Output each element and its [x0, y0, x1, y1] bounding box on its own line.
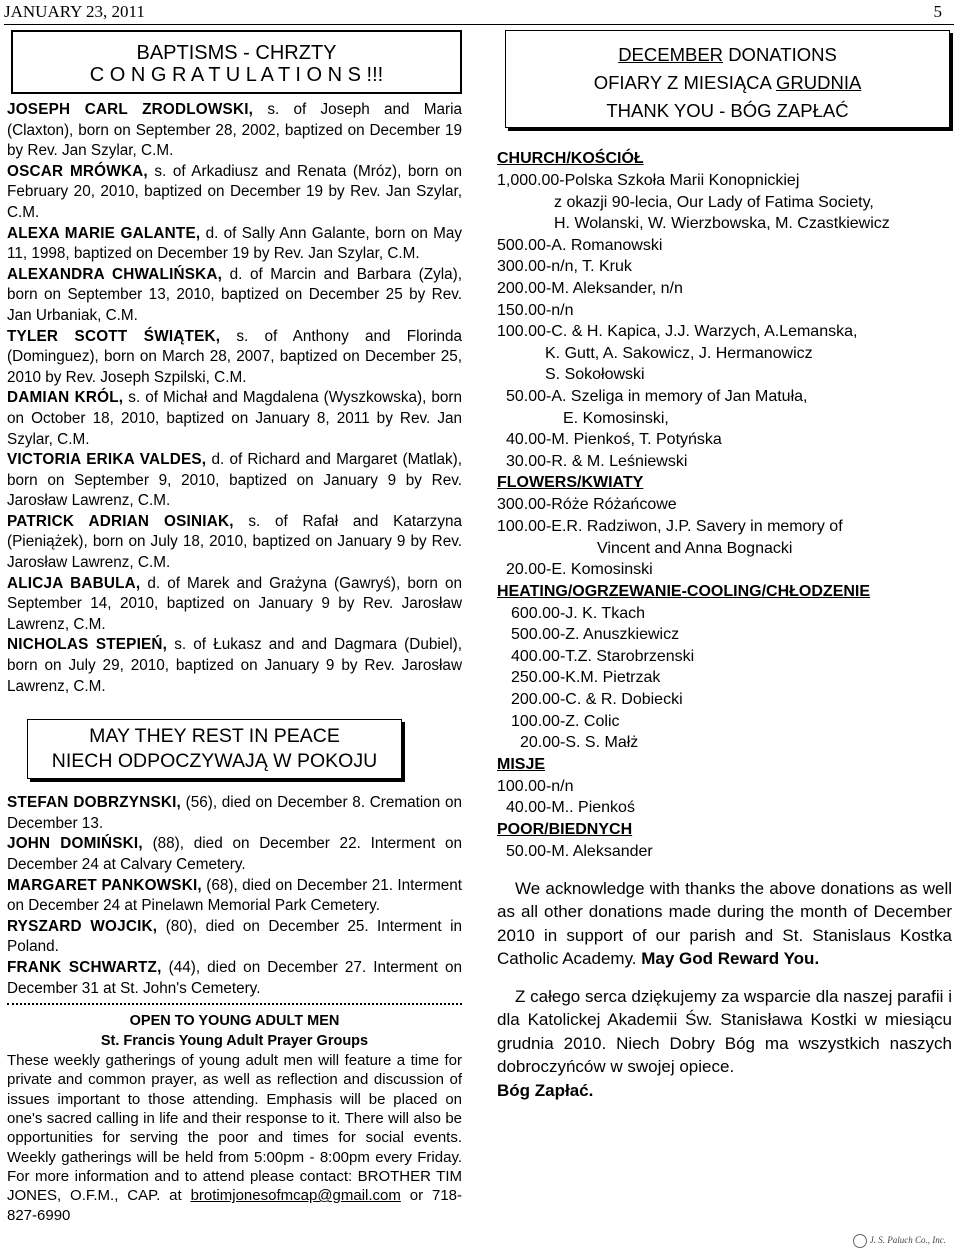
donation-line: 50.00-M. Aleksander [506, 843, 653, 861]
young-adult-heading [7, 1011, 462, 1051]
section-heating: HEATING/OGRZEWANIE-COOLING/CHŁODZENIE [497, 582, 871, 600]
donation-line: K. Gutt, A. Sakowicz, J. Hermanowicz [545, 344, 813, 362]
page-number: 5 [933, 2, 942, 21]
donation-line: 100.00-n/n [497, 777, 574, 795]
baptism-name: ALEXANDRA CHWALIŃSKA, [7, 265, 223, 283]
right-column [497, 30, 952, 1102]
baptism-list [7, 100, 462, 697]
contact-phone: 718-827-6990 [7, 1187, 463, 1224]
baptism-text: d. of Sally Ann Galante, born on May 11, 1998, baptized on December 19 by Rev. Jan Szylar, C.M. [7, 224, 463, 263]
page-header [4, 2, 954, 25]
donation-line: 30.00-R. & M. Leśniewski [506, 452, 688, 470]
baptism-name: PATRICK ADRIAN OSINIAK, [7, 512, 234, 530]
baptism-text: s. of Łukasz and and Dagmara (Dubiel), born on July 29, 2010, baptized on January 9 by Rev. Jarosław Lawrenz, C.M. [7, 636, 462, 695]
baptism-name: NICHOLAS STEPIEŃ, [7, 636, 168, 654]
donation-line: z okazji 90-lecia, Our Lady of Fatima Society, [554, 193, 874, 211]
donations-title-box [505, 30, 950, 128]
thanks-polish-text: Z całego serca dziękujemy za wsparcie dla naszej parafii i dla Katolickej Akademii Św. Stanisława Kostki w miesiącu grudnia 2010. Niech Dobry Bóg ma wszystkich naszych dobroczyńców w swojej opiece. [497, 986, 952, 1077]
baptism-entry [7, 450, 462, 512]
deceased-name: JOHN DOMIŃSKI, [7, 835, 143, 853]
donation-line: 100.00-E.R. Radziwon, J.P. Savery in memory of [497, 517, 843, 535]
donation-line: 20.00-E. Komosinski [506, 561, 653, 579]
baptisms-title: BAPTISMS - CHRZTY [136, 42, 337, 64]
donation-line: H. Wolanski, W. Wierzbowska, M. Czastkiewicz [554, 215, 890, 233]
baptism-entry [7, 635, 462, 697]
deaths-list [7, 793, 462, 999]
baptism-entry [7, 162, 462, 224]
rest-in-peace-title-box [27, 719, 402, 779]
baptisms-title-box [11, 30, 462, 94]
donation-line: 200.00-C. & R. Dobiecki [511, 691, 683, 709]
thanks-polish [497, 985, 952, 1079]
thanks-english-text: We acknowledge with thanks the above donations as well as all other donations made during the month of December 2010 in support of our parish and St. Stanislaus Kostka Catholic Academy. [497, 878, 952, 969]
baptism-text: s. of Joseph and Maria (Claxton), born on September 28, 2002, baptized on December 19 by Rev. Jan Szylar, C.M. [7, 101, 462, 160]
baptism-name: TYLER SCOTT ŚWIĄTEK, [7, 327, 221, 345]
left-column [7, 30, 462, 1225]
section-missions: MISJE [497, 755, 546, 773]
baptism-entry [7, 388, 462, 450]
donation-line: 150.00-n/n [497, 301, 574, 319]
thanks-polish-closing: Bóg Zapłać. [497, 1080, 594, 1100]
publisher-name: J. S. Paluch Co., Inc. [869, 1235, 946, 1246]
thank-you-line: THANK YOU - BÓG ZAPŁAĆ [606, 100, 849, 121]
donation-line: 300.00-Róże Różańcowe [497, 496, 677, 514]
donation-line: 500.00-Z. Anuszkiewicz [511, 626, 680, 644]
baptism-text: s. of Rafał and Katarzyna (Pieniążek), born on July 18, 2010, baptized on January 9 by Rev. Jarosław Lawrenz, C.M. [7, 512, 462, 572]
donation-line: 50.00-A. Szeliga in memory of Jan Matuła, [506, 387, 808, 405]
baptism-name: DAMIAN KRÓL, [7, 389, 124, 407]
issue-date: JANUARY 23, 2011 [4, 2, 145, 21]
rest-title: MAY THEY REST IN PEACE [89, 725, 340, 748]
baptism-entry [7, 574, 462, 636]
donation-line: Vincent and Anna Bognacki [597, 539, 793, 557]
baptism-text: s. of Michał and Magdalena (Wyszkowska), born on October 18, 2010, baptized on January 8, 2011 by Rev. Jan Szylar, C.M. [7, 389, 463, 448]
prayer-groups-title: St. Francis Young Adult Prayer Groups [100, 1033, 369, 1050]
donations-month: DECEMBER [618, 44, 724, 65]
baptism-text: d. of Richard and Margaret (Matlak), born on September 9, 2010, baptized on January 9 by Rev. Jarosław Lawrenz, C.M. [7, 451, 462, 510]
death-text: (44), died on December 27. Interment on December 31 at St. John's Cemetery. [7, 958, 462, 997]
baptism-entry [7, 265, 462, 327]
congratulations-title: C O N G R A T U L A T I O N S !!! [89, 64, 384, 86]
young-adult-or: or [409, 1187, 424, 1205]
donation-line: 1,000.00-Polska Szkoła Marii Konopnickiej [497, 172, 800, 189]
baptism-text: d. of Marek and Grażyna (Gawryś), born on September 14, 2010, baptized on January 9 by Rev. Jarosław Lawrenz, C.M. [7, 574, 462, 633]
publisher-badge [853, 1234, 946, 1248]
donation-line: 300.00-n/n, T. Kruk [497, 258, 632, 276]
donation-line: 400.00-T.Z. Starobrzenski [511, 647, 695, 665]
baptism-text: s. of Arkadiusz and Renata (Mróz), born on February 20, 2010, baptized on December 19 by Rev. Jan Szylar, C.M. [7, 162, 463, 221]
death-entry [7, 876, 462, 917]
donation-line: 600.00-J. K. Tkach [511, 604, 645, 622]
baptism-name: ALICJA BABULA, [7, 574, 141, 592]
deceased-name: RYSZARD WOJCIK, [7, 917, 158, 935]
death-entry [7, 793, 462, 834]
death-entry [7, 834, 462, 875]
baptism-entry [7, 224, 462, 265]
baptism-name: ALEXA MARIE GALANTE, [7, 224, 201, 242]
young-adult-body [7, 1051, 462, 1225]
donations-polish-month: GRUDNIA [776, 72, 862, 93]
section-flowers: FLOWERS/KWIATY [497, 474, 644, 492]
death-text: (56), died on December 8. Cremation on December 13. [7, 794, 462, 832]
young-adult-text: These weekly gatherings of young adult men will feature a time for private and common prayer, as well as reflection and discussion of issues important to those attending. Emphasis will be placed on one's sacred calling in life and their response to it. There will also be opportunities for serving the poor and times for social events. Weekly gatherings will be held from 5:00pm - 8:00pm every Friday. For more information and to attend please contact: BROTHER TIM JONES, O.F.M., CAP. at [7, 1052, 462, 1205]
section-church: CHURCH/KOŚCIÓŁ [497, 150, 644, 167]
baptism-entry [7, 512, 462, 574]
donation-line: 40.00-M. Pienkoś, T. Potyńska [506, 431, 722, 449]
contact-email-link[interactable]: brotimjonesofmcap@gmail.com [190, 1187, 401, 1205]
donations-title-polish [506, 69, 949, 97]
section-divider [7, 1003, 462, 1005]
young-adult-title: OPEN TO YOUNG ADULT MEN [129, 1013, 340, 1030]
publisher-logo-icon [853, 1234, 867, 1248]
donations-word: DONATIONS [728, 44, 837, 65]
death-entry [7, 958, 462, 999]
death-entry [7, 917, 462, 958]
donations-title [506, 41, 949, 69]
donation-line: 250.00-K.M. Pietrzak [511, 669, 661, 687]
deceased-name: STEFAN DOBRZYNSKI, [7, 794, 181, 812]
death-text: (80), died on December 25. Interment in Poland. [7, 917, 463, 956]
thanks-english-closing: May God Reward You. [641, 949, 820, 969]
death-text: (68), died on December 21. Interment on December 24 at Pinelawn Memorial Park Cemetery. [7, 876, 462, 915]
death-text: (88), died on December 22. Interment on December 24 at Calvary Cemetery. [7, 835, 462, 873]
donations-polish-lead: OFIARY Z MIESIĄCA [593, 72, 771, 93]
section-poor: POOR/BIEDNYCH [497, 821, 633, 839]
donation-line: S. Sokołowski [545, 366, 645, 384]
thanks-english [497, 877, 952, 971]
donation-line: 40.00-M.. Pienkoś [506, 799, 635, 817]
baptism-entry [7, 100, 462, 162]
donation-line: 100.00-Z. Colic [511, 712, 620, 730]
baptism-name: JOSEPH CARL ZRODLOWSKI, [7, 101, 254, 118]
baptism-name: VICTORIA ERIKA VALDES, [7, 451, 207, 469]
baptism-name: OSCAR MRÓWKA, [7, 162, 148, 180]
donation-line: E. Komosinski, [563, 409, 669, 427]
baptism-text: d. of Marcin and Barbara (Zyla), born on September 13, 2010, baptized on December 25 by Rev. Jan Urbaniak, C.M. [7, 265, 462, 324]
rest-title-polish: NIECH ODPOCZYWAJĄ W POKOJU [51, 750, 378, 773]
deceased-name: MARGARET PANKOWSKI, [7, 876, 202, 894]
baptism-entry [7, 327, 462, 389]
deceased-name: FRANK SCHWARTZ, [7, 958, 162, 976]
donation-line: 20.00-S. S. Małż [520, 734, 639, 752]
donation-line: 500.00-A. Romanowski [497, 236, 663, 254]
donation-line: 200.00-M. Aleksander, n/n [497, 279, 683, 297]
donation-line: 100.00-C. & H. Kapica, J.J. Warzych, A.Lemanska, [497, 323, 858, 341]
baptism-text: s. of Anthony and Florinda (Dominguez), born on March 28, 2007, baptized on December 25, 2010 by Rev. Joseph Szpilski, C.M. [7, 327, 462, 386]
